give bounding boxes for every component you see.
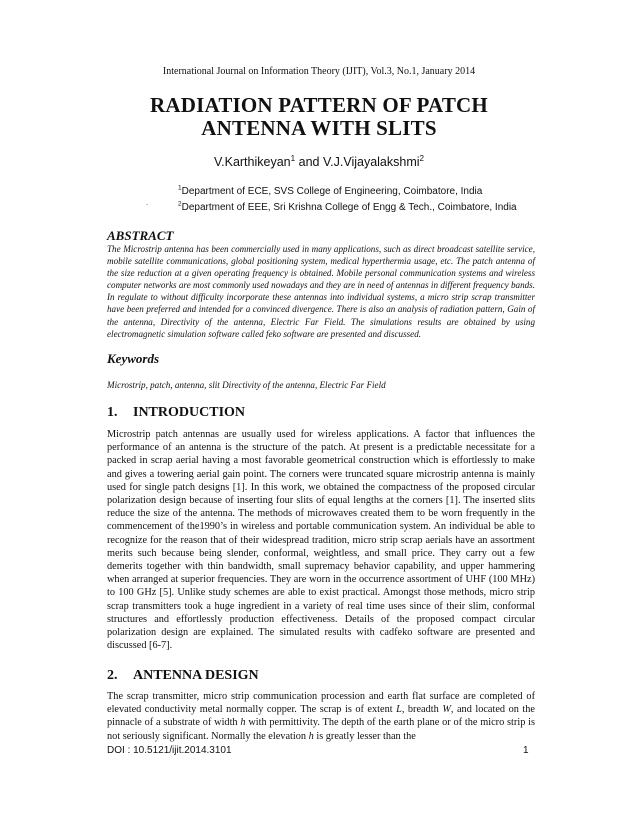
affiliation-1-text: Department of ECE, SVS College of Engineering, Coimbatore, India: [181, 186, 483, 197]
design-text-e: is greatly lesser than the: [313, 730, 416, 742]
var-h-2: h: [308, 730, 314, 742]
author-1: V.Karthikeyan: [213, 155, 291, 169]
author-2: V.J.Vijayalakshmi: [322, 155, 420, 169]
title-line-2: ANTENNA WITH SLITS: [201, 116, 437, 140]
section-2-number: 2.: [107, 668, 118, 683]
footer-doi: DOI : 10.5121/ijit.2014.3101: [107, 745, 232, 756]
title-line-1: RADIATION PATTERN OF PATCH: [150, 93, 488, 117]
design-text-d: with permittivity. The depth of the earth plane or of the micro strip is not seriously significant. Normally the elevation: [107, 717, 536, 742]
affiliation-1-sup: 1: [178, 184, 182, 192]
abstract-text: The Microstrip antenna has been commercially used in many applications, such as direct broadcast satellite service, mobile satellite communications, global positioning system, medical hyperthermia usage, etc. The patch antenna of the size reduction at a given operating frequency is obtained. Mobile personal communication systems and wireless computer networks are most commonly used nowadays and they are in need of antennas in different frequency bands. In regulate to without difficulty incorporate these antennas into individual systems, a micro strip scrap transmitter have been preferred and intended for a convinced divergence. There is also an analysis of radiation pattern, Gain of the antenna, Directivity of the antenna, Electric Far Field. The simulations results are obtained by using electromagnetic simulation software called feko software are presented and discussed.: [107, 244, 535, 339]
var-h-1: h: [240, 717, 246, 729]
journal-header: International Journal on Information Theory (IJIT), Vol.3, No.1, January 2014: [162, 66, 476, 77]
design-text-a: The scrap transmitter, micro strip communication procession and earth flat surface are completed of elevated conductivity metal normally copper. The scrap is of extent: [107, 691, 535, 716]
design-text-b: , breadth: [401, 704, 443, 716]
antenna-design-text: [107, 690, 535, 743]
paper-title: [0, 94, 638, 140]
authors: [0, 155, 638, 169]
section-1-heading: [107, 405, 245, 421]
stray-mark: .: [146, 198, 149, 207]
keywords-heading: Keywords: [107, 351, 159, 366]
affiliation-2-sup: 2: [178, 200, 182, 208]
author-2-sup: 2: [419, 153, 425, 163]
section-2-title: ANTENNA DESIGN: [133, 668, 259, 683]
affiliation-2: [178, 200, 598, 216]
var-W: W: [442, 704, 451, 716]
section-1-number: 1.: [107, 405, 118, 420]
affiliation-1: [178, 184, 598, 200]
page-number: 1: [523, 745, 529, 756]
section-1-title: INTRODUCTION: [133, 405, 246, 420]
section-2-heading: [107, 668, 259, 684]
affiliations: [178, 184, 598, 216]
abstract-heading: ABSTRACT: [107, 228, 174, 243]
author-1-sup: 1: [290, 153, 296, 163]
affiliation-2-text: Department of EEE, Sri Krishna College of Engg & Tech., Coimbatore, India: [181, 202, 517, 213]
authors-and: and: [295, 155, 323, 169]
var-L: L: [396, 704, 402, 716]
keywords-text: Microstrip, patch, antenna, slit Directivity of the antenna, Electric Far Field: [107, 380, 386, 390]
design-text-c: , and located on the pinnacle of a substrate of width: [107, 704, 535, 729]
introduction-text: Microstrip patch antennas are usually used for wireless applications. A factor that influences the performance of an antenna is the structure of the patch. At present is a predictable necessitate for a packed in scrap aerial having a most favorable geometrical construction which is effortlessly to make and gives a towering aerial gain point. The corners were truncated square microstrip antenna is mainly used for single patch designs [1]. In this work, we obtained the compactness of the proposed circular polarization design because of inserting four slits of equal lengths at the corners [1]. The inserted slits reduce the size of the antenna. The methods of microwaves created them to be worn frequently in the commencement of the1990’s in wireless and portable communication system. An individual be able to recognize for the reason that of their widespread tradition, micro strip scrap aerials have an assortment merits such because being slender, conformal, weightless, and small price. They carry out a few demerits together with thin bandwidth, small supremacy behavior capability, and upper hammering when arranged at superior frequencies. They are worn in the occurrence assortment of UHF (100 MHz) to 100 GHz [5]. Unlike study schemes are able to exist practical. Amongst those methods, micro strip scrap transmitters took a huge ingredient in a variety of real time uses since of their slim, conformal structures and effortlessly production effectiveness. Details of the proposed compact circular polarization design are explained. The simulated results with cadfeko software are presented and discussed [6-7].: [107, 429, 535, 652]
